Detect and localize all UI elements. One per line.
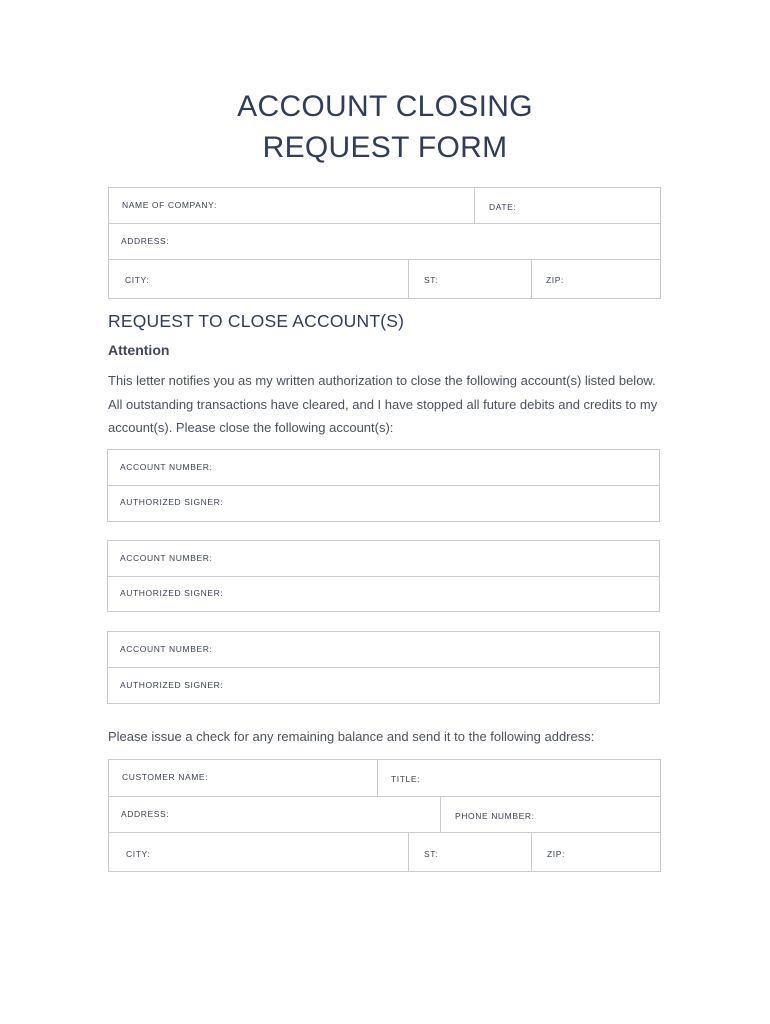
divider xyxy=(408,832,409,872)
authorization-paragraph: This letter notifies you as my written authorization to close the following account(s) listed below. All outstanding transactions have cleared, and I have stopped all future debits and credits to my account(s). Please close the following account(s): xyxy=(108,373,658,435)
zip-field[interactable]: ZIP: xyxy=(546,275,564,285)
account-number-field[interactable]: ACCOUNT NUMBER: xyxy=(120,553,213,563)
state-field[interactable]: ST: xyxy=(424,275,439,285)
divider xyxy=(377,760,378,797)
divider xyxy=(531,832,532,872)
city-field[interactable]: CITY: xyxy=(125,275,150,285)
divider xyxy=(109,259,660,260)
remit-address-table xyxy=(108,759,661,872)
account-table-1 xyxy=(107,449,660,522)
name-of-company-field[interactable]: NAME OF COMPANY: xyxy=(122,200,217,210)
divider xyxy=(108,485,659,486)
remit-instruction: Please issue a check for any remaining balance and send it to the following address: xyxy=(108,729,595,744)
authorized-signer-field[interactable]: AUTHORIZED SIGNER: xyxy=(120,588,224,598)
divider xyxy=(109,223,660,224)
customer-name-field[interactable]: CUSTOMER NAME: xyxy=(122,772,209,782)
date-field[interactable]: DATE: xyxy=(489,202,517,212)
form-title xyxy=(0,86,770,168)
title-field[interactable]: TITLE: xyxy=(391,774,421,784)
section-subheading: Attention xyxy=(108,342,170,358)
authorized-signer-field[interactable]: AUTHORIZED SIGNER: xyxy=(120,497,224,507)
account-number-field[interactable]: ACCOUNT NUMBER: xyxy=(120,462,213,472)
section-heading: REQUEST TO CLOSE ACCOUNT(S) xyxy=(108,311,405,331)
account-table-2 xyxy=(107,540,660,612)
divider xyxy=(408,259,409,299)
divider xyxy=(531,259,532,299)
form-title-line-1: ACCOUNT CLOSING xyxy=(237,90,533,123)
divider xyxy=(109,832,660,833)
phone-number-field[interactable]: PHONE NUMBER: xyxy=(455,811,535,821)
zip-field[interactable]: ZIP: xyxy=(547,849,565,859)
divider xyxy=(440,796,441,833)
company-info-table xyxy=(108,187,661,299)
divider xyxy=(108,576,659,577)
divider xyxy=(108,667,659,668)
account-table-3 xyxy=(107,631,660,704)
authorized-signer-field[interactable]: AUTHORIZED SIGNER: xyxy=(120,680,224,690)
address-field[interactable]: ADDRESS: xyxy=(121,236,170,246)
divider xyxy=(109,796,660,797)
state-field[interactable]: ST: xyxy=(424,849,439,859)
divider xyxy=(474,188,475,224)
city-field[interactable]: CITY: xyxy=(126,849,151,859)
address-field[interactable]: ADDRESS: xyxy=(121,809,170,819)
form-title-line-2: REQUEST FORM xyxy=(262,131,508,164)
account-number-field[interactable]: ACCOUNT NUMBER: xyxy=(120,644,213,654)
